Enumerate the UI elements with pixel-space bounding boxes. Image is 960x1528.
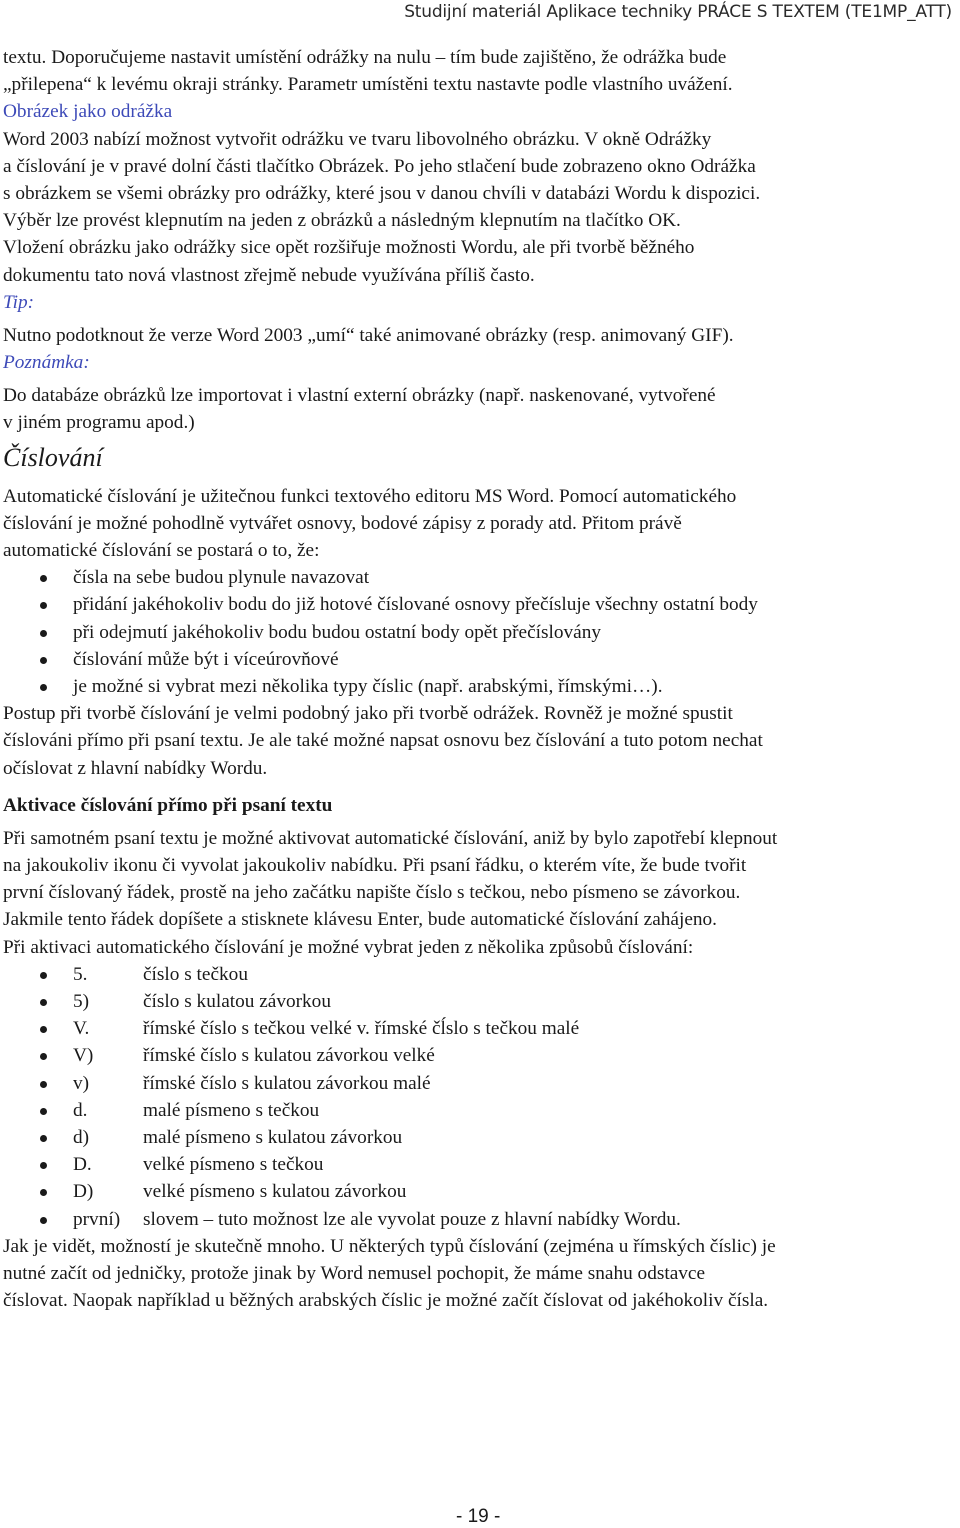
paragraph-line: Při aktivaci automatického číslování je možné vybrat jeden z několika způsobů číslování: xyxy=(3,936,694,958)
bullet-icon xyxy=(40,999,47,1006)
paragraph-line: první číslovaný řádek, prostě na jeho začátku napište číslo s tečkou, nebo písmeno se závorkou. xyxy=(3,882,741,904)
bullet-icon xyxy=(40,1189,47,1196)
bullet-icon xyxy=(40,1026,47,1033)
numbering-style-code: 5. xyxy=(73,963,88,985)
list-item xyxy=(3,646,958,673)
numbering-style-desc: číslo s kulatou závorkou xyxy=(143,991,331,1012)
paragraph-line: Vložení obrázku jako odrážky sice opět rozšiřuje možnosti Wordu, ale při tvorbě běžného xyxy=(3,237,695,259)
numbering-style-desc: římské číslo s kulatou závorkou velké xyxy=(143,1045,435,1067)
list-item xyxy=(3,564,958,591)
subsection-title-activation: Aktivace číslování přímo při psaní textu xyxy=(3,794,333,816)
numbering-style-desc: římské číslo s tečkou velké v. římské čĺslo s tečkou malé xyxy=(143,1018,580,1040)
paragraph-line: očíslovat z hlavní nabídky Wordu. xyxy=(3,757,268,779)
numbering-style-code: v) xyxy=(73,1072,90,1094)
list-item-text: čísla na sebe budou plynule navazovat xyxy=(73,567,370,589)
paragraph-line: Postup při tvorbě číslování je velmi podobný jako při tvorbě odrážek. Rovněž je možné spustit xyxy=(3,703,733,725)
tip-label: Tip: xyxy=(3,291,35,313)
bullet-icon xyxy=(40,1081,47,1088)
numbering-style-item xyxy=(3,1178,958,1205)
bullet-icon xyxy=(40,1108,47,1115)
list-item xyxy=(3,619,958,646)
page-number: - 19 - xyxy=(456,1506,501,1527)
paragraph-line: číslováni přímo při psaní textu. Je ale také možné napsat osnovu bez číslování a tuto potom nechat xyxy=(3,730,763,752)
numbering-style-code: V) xyxy=(73,1045,94,1067)
note-line: v jiném programu apod.) xyxy=(3,412,195,434)
bullet-icon xyxy=(40,1217,47,1224)
paragraph-line: nutné začít od jedničky, protože jinak by Word nemusel pochopit, že máme snahu odstavce xyxy=(3,1262,706,1284)
list-item-text: je možné si vybrat mezi několika typy číslic (např. arabskými, římskými…). xyxy=(73,675,663,697)
paragraph-line: Word 2003 nabízí možnost vytvořit odrážku ve tvaru libovolného obrázku. V okně Odrážky xyxy=(3,128,712,150)
numbering-style-desc: slovem – tuto možnost lze ale vyvolat pouze z hlavní nabídky Wordu. xyxy=(143,1208,681,1230)
numbering-style-item xyxy=(3,1070,958,1097)
paragraph-line: dokumentu tato nová vlastnost zřejmě nebude využívána příliš často. xyxy=(3,264,535,286)
bullet-icon xyxy=(40,1135,47,1142)
numbering-style-desc: velké písmeno s tečkou xyxy=(143,1154,324,1176)
numbering-style-code: V. xyxy=(73,1018,90,1040)
paragraph-line: automatické číslování se postará o to, že: xyxy=(3,540,320,561)
paragraph-line: číslovat. Naopak například u běžných arabských číslic je možné začít číslovat od jakéhokoliv čísla. xyxy=(3,1290,769,1312)
list-item xyxy=(3,591,958,618)
paragraph-line: Výběr lze provést klepnutím na jeden z obrázků a následným klepnutím na tlačítko OK. xyxy=(3,210,681,232)
paragraph-line: s obrázkem se všemi obrázky pro odrážky, které jsou v danou chvíli v databázi Wordu k dispozici. xyxy=(3,182,761,204)
paragraph-line: na jakoukoliv ikonu či vyvolat jakoukoliv nabídku. Při psaní řádku, o kterém víte, že bude tvořit xyxy=(3,855,747,877)
tip-text: Nutno podotknout že verze Word 2003 „umí“ také animované obrázky (resp. animovaný GIF). xyxy=(3,324,734,346)
paragraph-line: „přilepena“ k levému okraji stránky. Parametr umístěni textu nastavte podle vlastního uvážení. xyxy=(3,74,733,96)
bullet-icon xyxy=(40,972,47,979)
numbering-style-code: D) xyxy=(73,1181,94,1203)
numbering-style-item xyxy=(3,1206,958,1233)
bullet-icon xyxy=(40,1053,47,1060)
picture-bullet-heading: Obrázek jako odrážka xyxy=(3,101,173,123)
note-label: Poznámka: xyxy=(3,352,90,374)
numbering-style-item xyxy=(3,1151,958,1178)
bullet-icon xyxy=(40,1162,47,1169)
numbering-style-code: d. xyxy=(73,1099,88,1121)
list-item-text: číslování může být i víceúrovňové xyxy=(73,648,339,670)
numbering-style-item xyxy=(3,1097,958,1124)
numbering-style-code: 5) xyxy=(73,991,90,1012)
list-item xyxy=(3,673,958,700)
list-item-text: přidání jakéhokoliv bodu do již hotové číslované osnovy přečísluje všechny ostatní body xyxy=(73,594,758,616)
list-item-text: při odejmutí jakéhokoliv bodu budou ostatní body opět přečíslovány xyxy=(73,621,602,643)
numbering-style-desc: římské číslo s kulatou závorkou malé xyxy=(143,1072,431,1094)
bullet-icon xyxy=(40,684,47,691)
numbering-style-item xyxy=(3,1124,958,1151)
paragraph-line: Automatické číslování je užitečnou funkci textového editoru MS Word. Pomocí automatického xyxy=(3,485,737,507)
numbering-style-item xyxy=(3,961,958,988)
numbering-style-code: první) xyxy=(73,1208,121,1230)
numbering-style-desc: velké písmeno s kulatou závorkou xyxy=(143,1181,407,1203)
section-title-numbering: Číslování xyxy=(3,442,103,472)
numbering-style-item xyxy=(3,1015,958,1042)
numbering-style-desc: malé písmeno s kulatou závorkou xyxy=(143,1126,403,1148)
paragraph-line: textu. Doporučujeme nastavit umístění odrážky na nulu – tím bude zajištěno, že odrážka bude xyxy=(3,47,727,68)
paragraph-line: Jak je vidět, možností je skutečně mnoho. U některých typů číslování (zejména u římských číslic) je xyxy=(3,1235,776,1257)
numbering-style-desc: číslo s tečkou xyxy=(143,963,248,985)
numbering-style-desc: malé písmeno s tečkou xyxy=(143,1099,320,1121)
bullet-icon xyxy=(40,602,47,609)
paragraph-line: Jakmile tento řádek dopíšete a stisknete klávesu Enter, bude automatické číslování zahájeno. xyxy=(3,909,717,931)
numbering-style-code: D. xyxy=(73,1154,92,1176)
bullet-icon xyxy=(40,657,47,664)
numbering-style-item xyxy=(3,1042,958,1069)
paragraph-line: číslování je možné pohodlně vytvářet osnovy, bodové zápisy z porady atd. Přitom právě xyxy=(3,512,682,534)
page-content xyxy=(3,44,958,1314)
bullet-icon xyxy=(40,630,47,637)
running-header: Studijní materiál Aplikace techniky PRÁCE S TEXTEM (TE1MP_ATT) xyxy=(404,2,952,22)
numbering-style-item xyxy=(3,988,958,1015)
note-line: Do databáze obrázků lze importovat i vlastní externí obrázky (např. naskenované, vytvořené xyxy=(3,385,716,407)
paragraph-line: a číslování je v pravé dolní části tlačítko Obrázek. Po jeho stlačení bude zobrazeno okno Odrážka xyxy=(3,155,756,177)
paragraph-line: Při samotném psaní textu je možné aktivovat automatické číslování, aniž by bylo zapotřebí klepnout xyxy=(3,827,778,849)
bullet-icon xyxy=(40,575,47,582)
numbering-style-code: d) xyxy=(73,1126,90,1148)
